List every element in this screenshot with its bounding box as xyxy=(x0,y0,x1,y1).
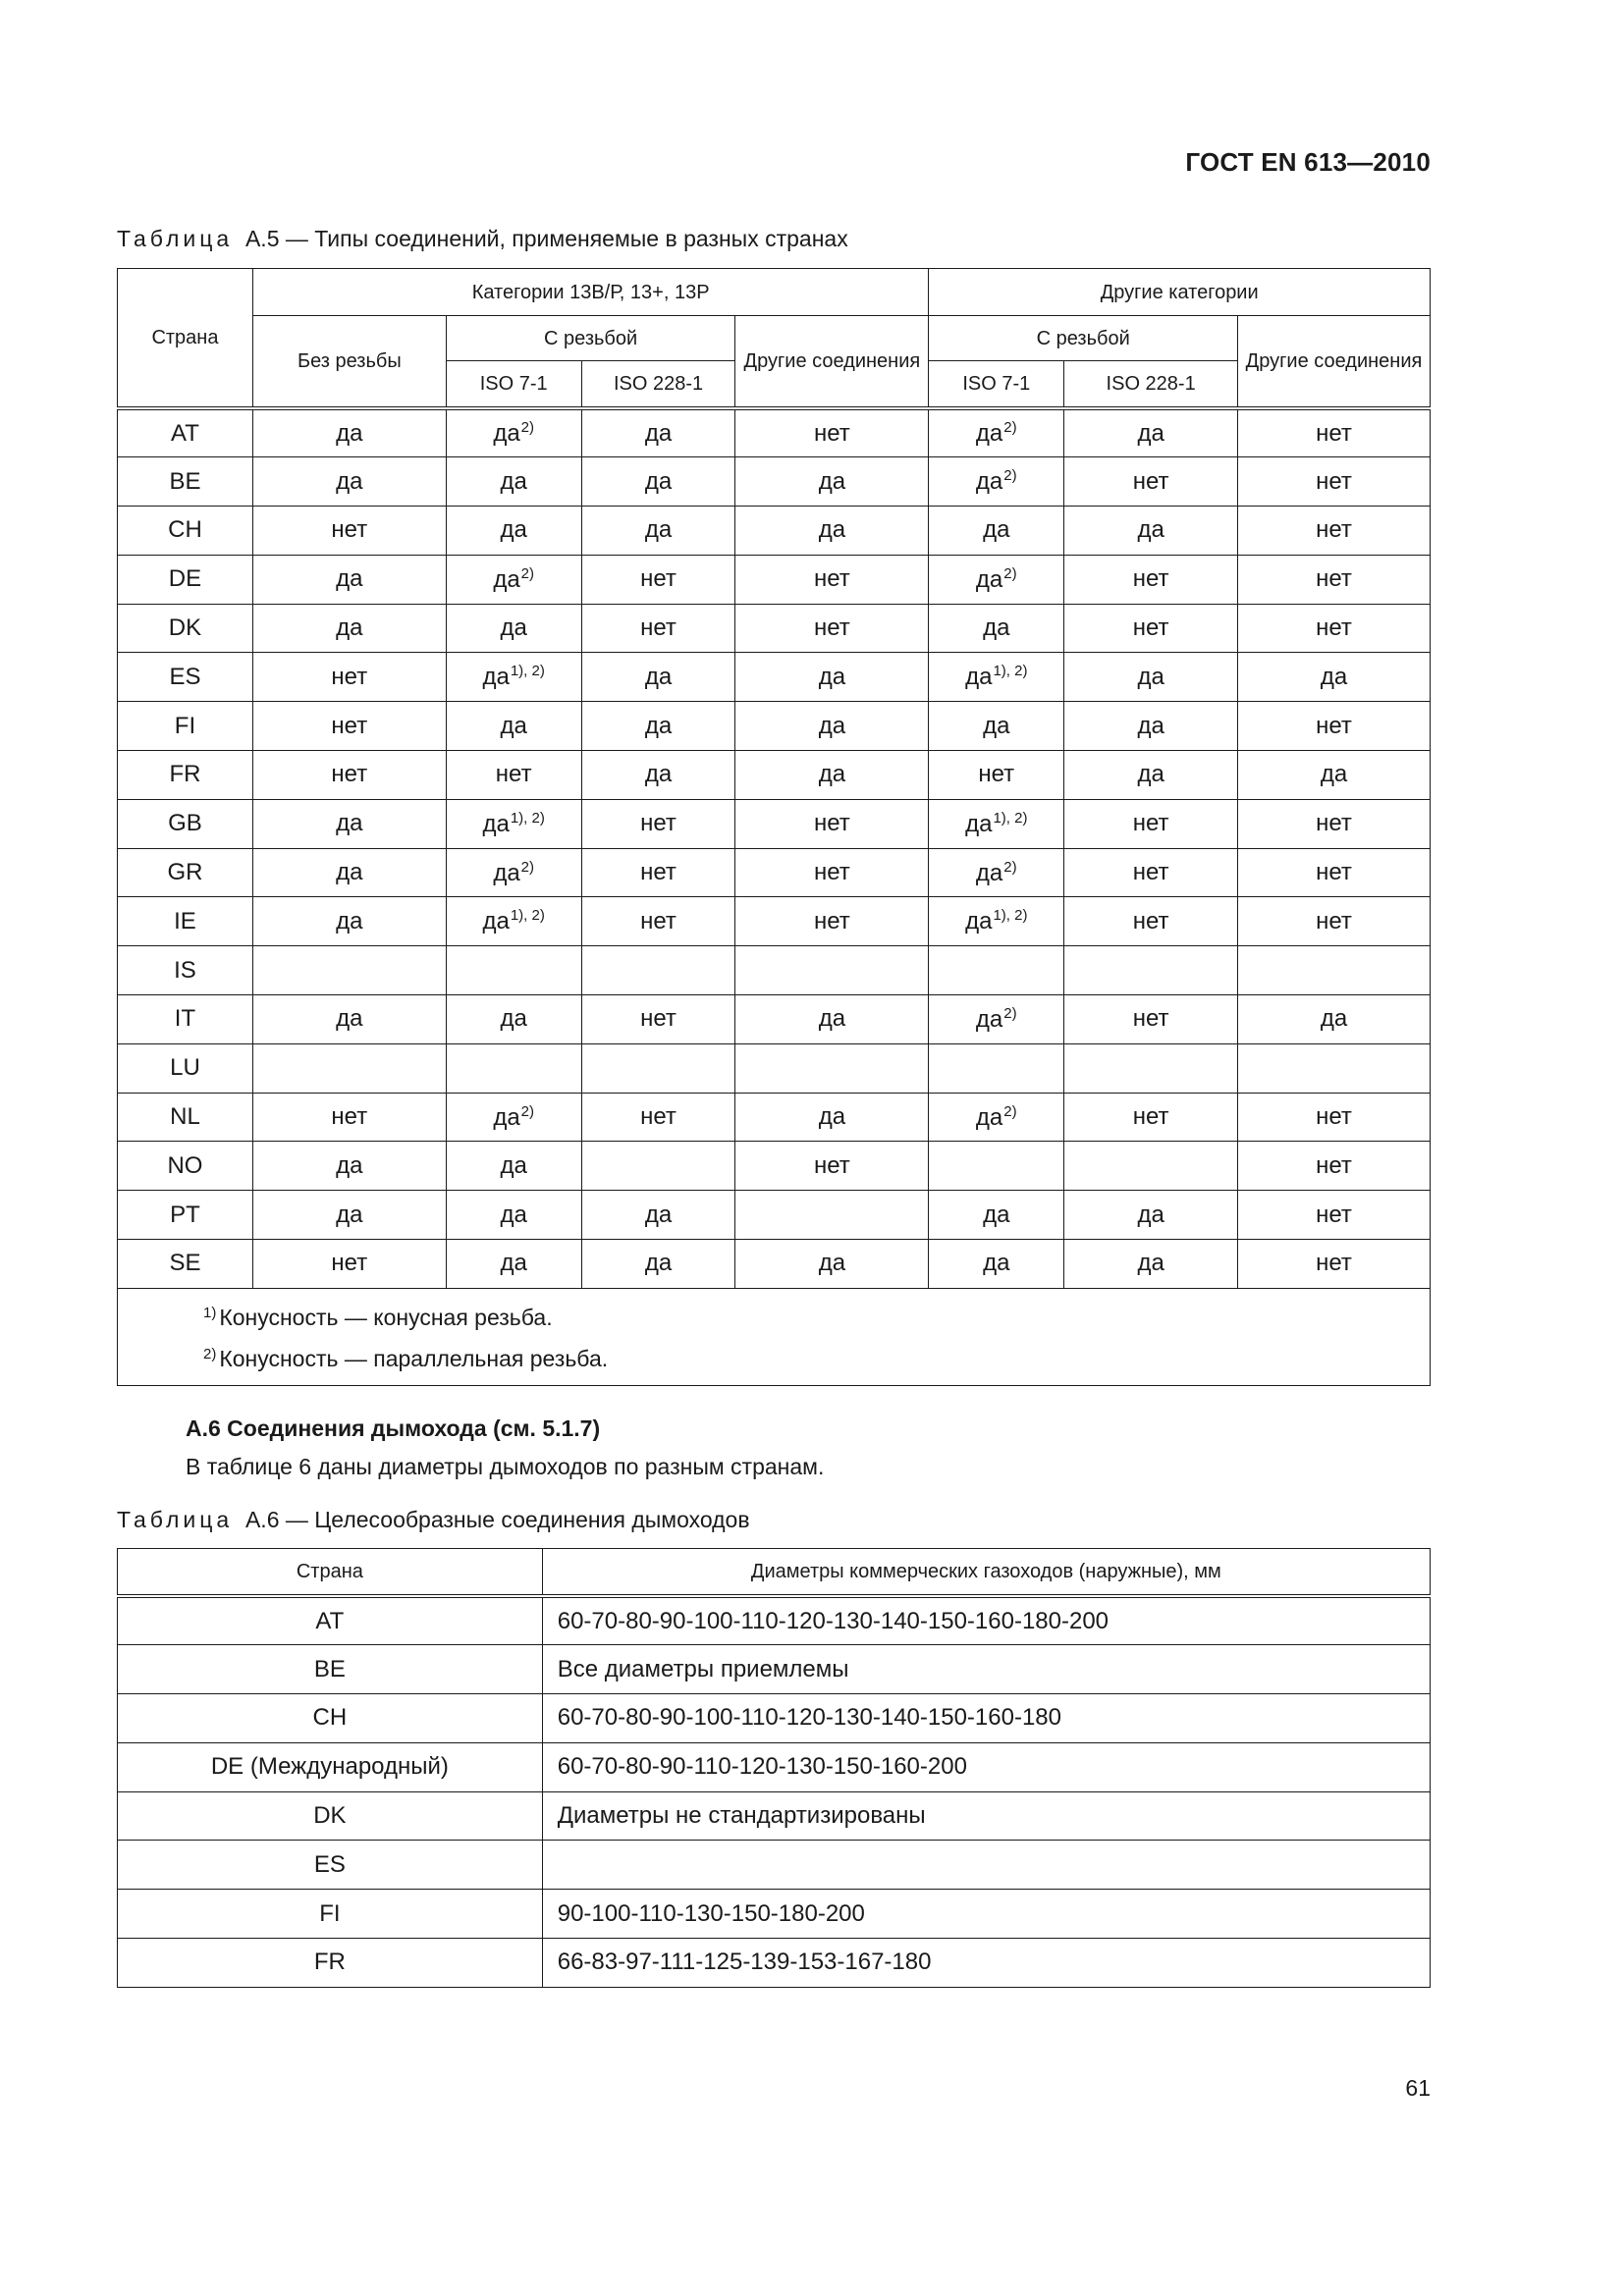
header-diameters: Диаметры коммерческих газоходов (наружные), мм xyxy=(542,1549,1430,1597)
value-cell: нет xyxy=(1064,457,1238,507)
footnote-ref: 2) xyxy=(520,1102,535,1120)
value-cell: $да^{1), 2)}$ xyxy=(446,799,581,848)
header-iso228-b: ISO 228-1 xyxy=(1064,361,1238,409)
value-cell: нет xyxy=(252,751,446,800)
country-cell: SE xyxy=(118,1240,253,1289)
table-row xyxy=(118,1240,1431,1289)
table-row xyxy=(118,1890,1431,1939)
header-iso7-b: ISO 7-1 xyxy=(929,361,1064,409)
footnote-2: $^{2)}$ Конусность — параллельная резьба. xyxy=(203,1345,609,1371)
value-cell xyxy=(446,946,581,995)
header-country: Страна xyxy=(118,1549,543,1597)
value-cell: нет xyxy=(1238,1093,1431,1142)
header-threaded-a: С резьбой xyxy=(446,316,735,361)
value-cell xyxy=(735,1191,929,1240)
table-row xyxy=(118,1645,1431,1694)
table-row xyxy=(118,1596,1431,1645)
country-cell: LU xyxy=(118,1043,253,1093)
header-group-other: Другие категории xyxy=(929,269,1431,316)
value-cell: нет xyxy=(1238,848,1431,897)
footnote-ref: 1), 2) xyxy=(510,907,545,925)
country-cell: FI xyxy=(118,1890,543,1939)
country-cell: DK xyxy=(118,1791,543,1841)
table-row xyxy=(118,653,1431,702)
value-cell xyxy=(581,946,735,995)
value-cell xyxy=(1064,946,1238,995)
value-cell: да xyxy=(1064,408,1238,457)
value-cell: да xyxy=(581,507,735,556)
value-cell: нет xyxy=(1238,604,1431,653)
caption-prefix: Таблица xyxy=(117,1507,234,1532)
value-cell: нет xyxy=(1064,848,1238,897)
table-row xyxy=(118,457,1431,507)
value-cell: да xyxy=(581,457,735,507)
table-row xyxy=(118,702,1431,751)
value-cell: нет xyxy=(1238,555,1431,604)
value-cell xyxy=(581,1043,735,1093)
value-cell: нет xyxy=(929,751,1064,800)
country-cell: DE (Международный) xyxy=(118,1742,543,1791)
value-cell xyxy=(929,1142,1064,1191)
value-cell: нет xyxy=(1064,799,1238,848)
value-cell: нет xyxy=(581,848,735,897)
value-cell: да xyxy=(581,702,735,751)
value-cell xyxy=(735,946,929,995)
diameters-cell: Диаметры не стандартизированы xyxy=(542,1791,1430,1841)
country-cell: NL xyxy=(118,1093,253,1142)
value-cell: да xyxy=(581,1240,735,1289)
footnote-ref: 2) xyxy=(1003,1102,1017,1120)
value-cell: нет xyxy=(1238,457,1431,507)
footnote-ref: 1), 2) xyxy=(993,907,1028,925)
value-cell xyxy=(1238,1043,1431,1093)
country-cell: GR xyxy=(118,848,253,897)
value-cell: нет xyxy=(581,897,735,946)
footnote-ref: 1), 2) xyxy=(993,663,1028,680)
country-cell: GB xyxy=(118,799,253,848)
value-cell: нет xyxy=(1064,1093,1238,1142)
value-cell xyxy=(252,1043,446,1093)
diameters-cell xyxy=(542,1841,1430,1890)
value-cell xyxy=(581,1142,735,1191)
value-cell: да xyxy=(929,702,1064,751)
value-cell: нет xyxy=(1238,799,1431,848)
value-cell: $да^{2)}$ xyxy=(929,848,1064,897)
header-threaded-b: С резьбой xyxy=(929,316,1238,361)
header-country: Страна xyxy=(118,269,253,409)
value-cell xyxy=(446,1043,581,1093)
value-cell: да xyxy=(252,604,446,653)
value-cell: нет xyxy=(1238,1240,1431,1289)
diameters-cell: Все диаметры приемлемы xyxy=(542,1645,1430,1694)
value-cell: нет xyxy=(252,1240,446,1289)
table-a5-caption xyxy=(117,226,848,252)
value-cell: нет xyxy=(1064,897,1238,946)
table-row xyxy=(118,1939,1431,1988)
value-cell: $да^{2)}$ xyxy=(929,1093,1064,1142)
table-row xyxy=(118,604,1431,653)
value-cell: да xyxy=(735,1240,929,1289)
table-row xyxy=(118,1191,1431,1240)
value-cell: да xyxy=(1064,507,1238,556)
value-cell xyxy=(929,1043,1064,1093)
value-cell: да xyxy=(446,457,581,507)
table-row xyxy=(118,555,1431,604)
value-cell: да xyxy=(1238,995,1431,1044)
table-a6-caption xyxy=(117,1507,750,1533)
value-cell: да xyxy=(581,653,735,702)
table-row xyxy=(118,1043,1431,1093)
table-row xyxy=(118,1093,1431,1142)
value-cell: нет xyxy=(252,1093,446,1142)
footnote-ref: 2) xyxy=(1003,564,1017,582)
value-cell: $да^{1), 2)}$ xyxy=(446,897,581,946)
country-cell: FI xyxy=(118,702,253,751)
country-cell: CH xyxy=(118,507,253,556)
table-row xyxy=(118,1742,1431,1791)
value-cell: да xyxy=(581,1191,735,1240)
country-cell: NO xyxy=(118,1142,253,1191)
footnote-ref: 1), 2) xyxy=(993,809,1028,827)
value-cell: нет xyxy=(1064,995,1238,1044)
section-a6-text: В таблице 6 даны диаметры дымоходов по разным странам. xyxy=(186,1454,825,1479)
value-cell: $да^{2)}$ xyxy=(446,555,581,604)
caption-text: А.6 — Целесообразные соединения дымоходов xyxy=(244,1507,750,1532)
value-cell: да xyxy=(1238,751,1431,800)
value-cell: да xyxy=(446,604,581,653)
table-row xyxy=(118,1841,1431,1890)
country-cell: BE xyxy=(118,1645,543,1694)
header-other-conn-a: Другие соединения xyxy=(735,316,929,409)
country-cell: BE xyxy=(118,457,253,507)
value-cell: $да^{2)}$ xyxy=(929,408,1064,457)
value-cell: да xyxy=(581,751,735,800)
value-cell: да xyxy=(1064,653,1238,702)
value-cell: да xyxy=(735,1093,929,1142)
value-cell: нет xyxy=(1064,555,1238,604)
country-cell: PT xyxy=(118,1191,253,1240)
header-group-13bp: Категории 13В/Р, 13+, 13Р xyxy=(252,269,928,316)
value-cell: да xyxy=(252,457,446,507)
country-cell: IT xyxy=(118,995,253,1044)
value-cell: да xyxy=(252,1191,446,1240)
caption-text: А.5 — Типы соединений, применяемые в разных странах xyxy=(244,226,848,251)
value-cell: да xyxy=(446,507,581,556)
country-cell: IS xyxy=(118,946,253,995)
country-cell: AT xyxy=(118,1596,543,1645)
table-row xyxy=(118,1694,1431,1743)
value-cell: нет xyxy=(1238,1191,1431,1240)
value-cell: да xyxy=(735,507,929,556)
value-cell: да xyxy=(735,751,929,800)
footnote-ref: 2) xyxy=(1003,858,1017,876)
table-a5 xyxy=(117,268,1431,1386)
value-cell: нет xyxy=(735,799,929,848)
value-cell: нет xyxy=(581,995,735,1044)
value-cell: $да^{2)}$ xyxy=(929,555,1064,604)
value-cell: нет xyxy=(252,653,446,702)
table-row xyxy=(118,507,1431,556)
value-cell: $да^{2)}$ xyxy=(446,848,581,897)
table-a6 xyxy=(117,1548,1431,1988)
table-row xyxy=(118,1142,1431,1191)
footnote-ref: 2) xyxy=(520,419,535,437)
value-cell: нет xyxy=(1238,507,1431,556)
value-cell: $да^{2)}$ xyxy=(446,408,581,457)
value-cell: нет xyxy=(446,751,581,800)
value-cell xyxy=(1238,946,1431,995)
table-row xyxy=(118,408,1431,457)
value-cell: да xyxy=(446,1240,581,1289)
footnote-ref: 2) xyxy=(1003,419,1017,437)
value-cell: да xyxy=(929,604,1064,653)
page-number: 61 xyxy=(1405,2075,1431,2101)
diameters-cell: 60-70-80-90-100-110-120-130-140-150-160-180 xyxy=(542,1694,1430,1743)
value-cell: нет xyxy=(735,1142,929,1191)
value-cell: нет xyxy=(735,848,929,897)
country-cell: IE xyxy=(118,897,253,946)
value-cell: $да^{1), 2)}$ xyxy=(929,799,1064,848)
diameters-cell: 60-70-80-90-110-120-130-150-160-200 xyxy=(542,1742,1430,1791)
value-cell: да xyxy=(252,995,446,1044)
value-cell: да xyxy=(581,408,735,457)
value-cell: да xyxy=(252,799,446,848)
value-cell: $да^{2)}$ xyxy=(929,457,1064,507)
header-other-conn-b: Другие соединения xyxy=(1238,316,1431,409)
value-cell: да xyxy=(1064,1240,1238,1289)
table-row xyxy=(118,848,1431,897)
value-cell: нет xyxy=(1238,408,1431,457)
value-cell: $да^{1), 2)}$ xyxy=(446,653,581,702)
country-cell: ES xyxy=(118,653,253,702)
value-cell: да xyxy=(929,1240,1064,1289)
value-cell: нет xyxy=(1238,702,1431,751)
header-no-thread: Без резьбы xyxy=(252,316,446,409)
footnote-ref: 2) xyxy=(1003,1004,1017,1022)
country-cell: AT xyxy=(118,408,253,457)
table-row xyxy=(118,1791,1431,1841)
value-cell: нет xyxy=(581,1093,735,1142)
value-cell: нет xyxy=(1064,604,1238,653)
footnote-ref: 1), 2) xyxy=(510,809,545,827)
value-cell: да xyxy=(252,897,446,946)
country-cell: ES xyxy=(118,1841,543,1890)
value-cell: нет xyxy=(581,604,735,653)
value-cell: да xyxy=(1064,1191,1238,1240)
value-cell: да xyxy=(1064,751,1238,800)
value-cell: да xyxy=(735,653,929,702)
value-cell: нет xyxy=(1238,897,1431,946)
footnote-ref: 2) xyxy=(1003,467,1017,485)
value-cell: $да^{1), 2)}$ xyxy=(929,897,1064,946)
footnote-1: $^{1)}$ Конусность — конусная резьба. xyxy=(203,1304,553,1330)
value-cell: нет xyxy=(735,555,929,604)
value-cell xyxy=(735,1043,929,1093)
country-cell: FR xyxy=(118,1939,543,1988)
value-cell: да xyxy=(252,408,446,457)
header-iso7-a: ISO 7-1 xyxy=(446,361,581,409)
value-cell: да xyxy=(735,457,929,507)
value-cell: да xyxy=(252,1142,446,1191)
table-row xyxy=(118,946,1431,995)
value-cell xyxy=(1064,1142,1238,1191)
footnote-ref: 2) xyxy=(520,564,535,582)
value-cell: $да^{1), 2)}$ xyxy=(929,653,1064,702)
value-cell: да xyxy=(735,702,929,751)
diameters-cell: 66-83-97-111-125-139-153-167-180 xyxy=(542,1939,1430,1988)
value-cell: нет xyxy=(1238,1142,1431,1191)
country-cell: DK xyxy=(118,604,253,653)
value-cell: да xyxy=(735,995,929,1044)
value-cell: нет xyxy=(581,555,735,604)
country-cell: FR xyxy=(118,751,253,800)
diameters-cell: 90-100-110-130-150-180-200 xyxy=(542,1890,1430,1939)
value-cell: $да^{2)}$ xyxy=(929,995,1064,1044)
table-row xyxy=(118,751,1431,800)
value-cell: нет xyxy=(735,897,929,946)
footnote-ref: 1), 2) xyxy=(510,663,545,680)
document-code: ГОСТ EN 613—2010 xyxy=(1185,147,1431,177)
value-cell: да xyxy=(1238,653,1431,702)
caption-prefix: Таблица xyxy=(117,226,234,251)
footnotes xyxy=(118,1288,1431,1385)
value-cell: нет xyxy=(735,408,929,457)
table-row xyxy=(118,995,1431,1044)
value-cell: да xyxy=(446,702,581,751)
value-cell xyxy=(252,946,446,995)
table-row xyxy=(118,897,1431,946)
section-a6-title: А.6 Соединения дымохода (см. 5.1.7) xyxy=(186,1415,601,1441)
value-cell: нет xyxy=(735,604,929,653)
value-cell: да xyxy=(1064,702,1238,751)
value-cell: да xyxy=(929,1191,1064,1240)
value-cell: нет xyxy=(252,507,446,556)
table-row xyxy=(118,799,1431,848)
value-cell: да xyxy=(446,995,581,1044)
value-cell: да xyxy=(446,1191,581,1240)
header-iso228-a: ISO 228-1 xyxy=(581,361,735,409)
value-cell: $да^{2)}$ xyxy=(446,1093,581,1142)
value-cell: нет xyxy=(252,702,446,751)
value-cell xyxy=(1064,1043,1238,1093)
value-cell: да xyxy=(446,1142,581,1191)
country-cell: DE xyxy=(118,555,253,604)
value-cell: нет xyxy=(581,799,735,848)
value-cell xyxy=(929,946,1064,995)
value-cell: да xyxy=(252,555,446,604)
country-cell: CH xyxy=(118,1694,543,1743)
diameters-cell: 60-70-80-90-100-110-120-130-140-150-160-180-200 xyxy=(542,1596,1430,1645)
value-cell: да xyxy=(252,848,446,897)
footnote-ref: 2) xyxy=(520,858,535,876)
value-cell: да xyxy=(929,507,1064,556)
